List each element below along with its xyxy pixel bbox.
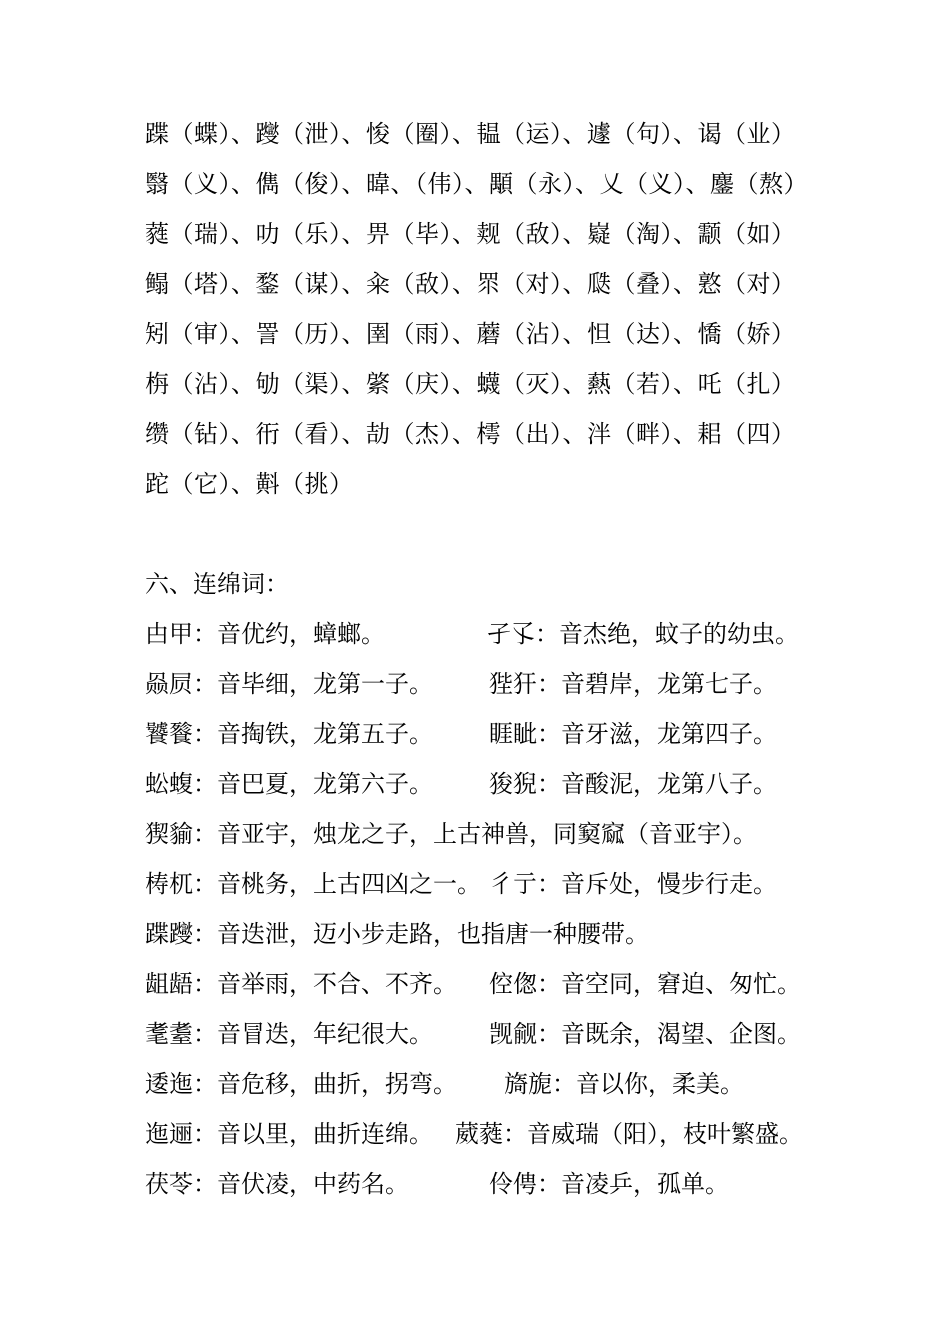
character-line: 蹀（蝶）、躞（泄）、悛（圈）、韫（运）、遽（句）、谒（业） (145, 120, 796, 148)
entry-left: 耄耋：音冒迭，年纪很大。 (145, 1020, 433, 1048)
word-entries (145, 614, 835, 1214)
entry-left: 茯苓：音伏凌，中药名。 (145, 1170, 409, 1198)
character-line: 翳（义）、儁（俊）、暐、（伟）、顒（永）、乂（义）、鏖（熬） (145, 170, 808, 198)
entry-row (145, 764, 835, 814)
entry-right: 彳亍：音斥处，慢步行走。 (489, 870, 777, 898)
entry-left: 逶迤：音危移，曲折，拐弯。 (145, 1070, 457, 1098)
entry-right: 狴犴：音碧岸，龙第七子。 (489, 670, 777, 698)
entry-row (145, 914, 835, 964)
entry-row (145, 814, 835, 864)
entry-row (145, 1114, 835, 1164)
entry-row (145, 1064, 835, 1114)
entry-row (145, 664, 835, 714)
entry-right: 觊觎：音既余，渴望、企图。 (489, 1020, 801, 1048)
entry-right: 伶俜：音凌乒，孤单。 (489, 1170, 729, 1198)
entry-left: 饕餮：音掏铁，龙第五子。 (145, 720, 433, 748)
entry-left: 甴甲：音优约，蟑螂。 (145, 620, 385, 648)
entry-left: 迤逦：音以里，曲折连绵。 (145, 1120, 433, 1148)
character-line: 鳎（塔）、鍪（谋）、籴（敌）、眔（对）、瓞（叠）、憝（对） (145, 270, 796, 298)
character-line: 蕤（瑞）、叻（乐）、畀（毕）、觌（敌）、嶷（淘）、颥（如） (145, 220, 796, 248)
character-line: 跎（它）、斢（挑） (145, 470, 354, 498)
entry-left: 蚣蝮：音巴夏，龙第六子。 (145, 770, 433, 798)
entry-row (145, 614, 835, 664)
entry-left: 梼杌：音桃务，上古四凶之一。 (145, 870, 481, 898)
entry-right: 睚眦：音牙滋，龙第四子。 (489, 720, 777, 748)
character-line: 缵（钻）、衎（看）、劼（杰）、樗（出）、泮（畔）、耜（四） (145, 420, 796, 448)
entry-row (145, 1014, 835, 1064)
entry-left: 猰貐：音亚宇，烛龙之子，上古神兽，同窫窳（音亚宇）。 (145, 820, 757, 848)
entry-right: 倥偬：音空同，窘迫、匆忙。 (489, 970, 801, 998)
entry-right: 旖旎：音以你，柔美。 (504, 1070, 744, 1098)
entry-right: 葳蕤：音威瑞（阳），枝叶繁盛。 (455, 1120, 803, 1148)
character-line: 矧（审）、詈（历）、圉（雨）、蘑（沾）、怛（达）、憍（娇） (145, 320, 796, 348)
entry-left: 赑屃：音毕细，龙第一子。 (145, 670, 433, 698)
character-list (145, 114, 825, 514)
entry-row (145, 714, 835, 764)
entry-left: 龃龉：音举雨，不合、不齐。 (145, 970, 457, 998)
entry-left: 蹀躞：音迭泄，迈小步走路，也指唐一种腰带。 (145, 920, 649, 948)
entry-row (145, 864, 835, 914)
character-line: 栴（沾）、劬（渠）、綮（庆）、蠛（灭）、爇（若）、吒（扎） (145, 370, 796, 398)
section-heading: 六、连绵词： (145, 570, 289, 598)
entry-row (145, 964, 835, 1014)
entry-right: 孑孓：音杰绝，蚊子的幼虫。 (487, 620, 799, 648)
entry-right: 狻猊：音酸泥，龙第八子。 (489, 770, 777, 798)
entry-row (145, 1164, 835, 1214)
